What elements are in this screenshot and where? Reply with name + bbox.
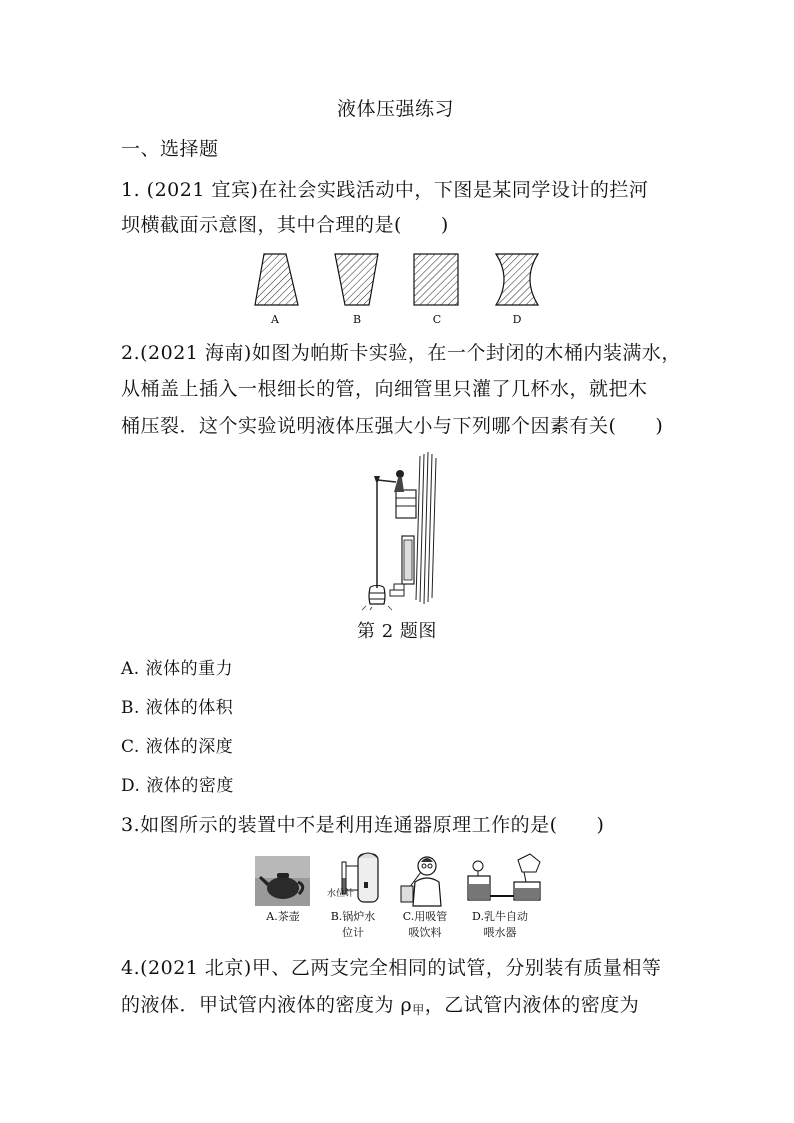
device-caption-c-line-2: 吸饮料 — [408, 926, 442, 939]
water-gauge-label: 水位计 — [327, 889, 355, 899]
question-2-line-1: 2.(2021 海南)如图为帕斯卡实验，在一个封闭的木桶内装满水， — [121, 342, 681, 364]
question-2-option-d: D. 液体的密度 — [121, 776, 234, 796]
dam-option-c-shape — [414, 254, 458, 305]
question-2-line-3: 桶压裂．这个实验说明液体压强大小与下列哪个因素有关( ) — [121, 415, 664, 437]
dam-option-b-shape — [335, 254, 378, 305]
dam-label-b: B — [352, 313, 362, 326]
dam-label-d: D — [512, 313, 522, 326]
question-2-option-a: A. 液体的重力 — [121, 659, 234, 679]
device-caption-a-line-1: A.茶壶 — [266, 910, 300, 923]
question-3-line-1: 3.如图所示的装置中不是利用连通器原理工作的是( ) — [121, 814, 605, 836]
dam-label-a: A — [271, 313, 279, 326]
question-2-option-c: C. 液体的深度 — [121, 737, 234, 757]
device-caption-b-line-2: 位计 — [342, 926, 364, 939]
device-caption-d-line-1: D.乳牛自动 — [472, 910, 528, 923]
question-4-line-2-part-b: ，乙试管内液体的密度为 — [424, 994, 640, 1016]
drinking-straw-figure — [397, 852, 452, 908]
figure-2-caption: 第 2 题图 — [357, 621, 437, 642]
question-2-line-2: 从桶盖上插入一根细长的管，向细管里只灌了几杯水，就把木 — [121, 378, 648, 400]
pascal-barrel-figure — [358, 450, 442, 610]
dam-option-d-shape — [496, 254, 538, 305]
question-4-line-1: 4.(2021 北京)甲、乙两支完全相同的试管，分别装有质量相等 — [121, 957, 662, 979]
section-heading: 一、选择题 — [121, 138, 219, 160]
page-title: 液体压强练习 — [337, 98, 455, 120]
question-4-line-2-part-a: 的液体．甲试管内液体的密度为 ρ — [121, 994, 413, 1016]
device-caption-c-line-1: C.用吸管 — [402, 910, 448, 923]
teapot-photo — [255, 856, 310, 906]
device-caption-b-line-1: B.锅炉水 — [330, 910, 376, 923]
dam-label-c: C — [432, 313, 442, 326]
question-4-line-2 — [121, 993, 639, 1022]
question-1-line-2: 坝横截面示意图，其中合理的是( ) — [121, 214, 449, 236]
dam-option-a-shape — [255, 254, 298, 305]
cattle-feeder-figure — [466, 850, 546, 908]
device-caption-d-line-2: 喂水器 — [483, 926, 517, 939]
dam-cross-section-figure — [250, 248, 550, 328]
question-2-option-b: B. 液体的体积 — [121, 698, 234, 718]
density-subscript-jia: 甲 — [412, 1003, 425, 1017]
question-1-line-1: 1. (2021 宜宾)在社会实践活动中，下图是某同学设计的拦河 — [121, 179, 649, 201]
